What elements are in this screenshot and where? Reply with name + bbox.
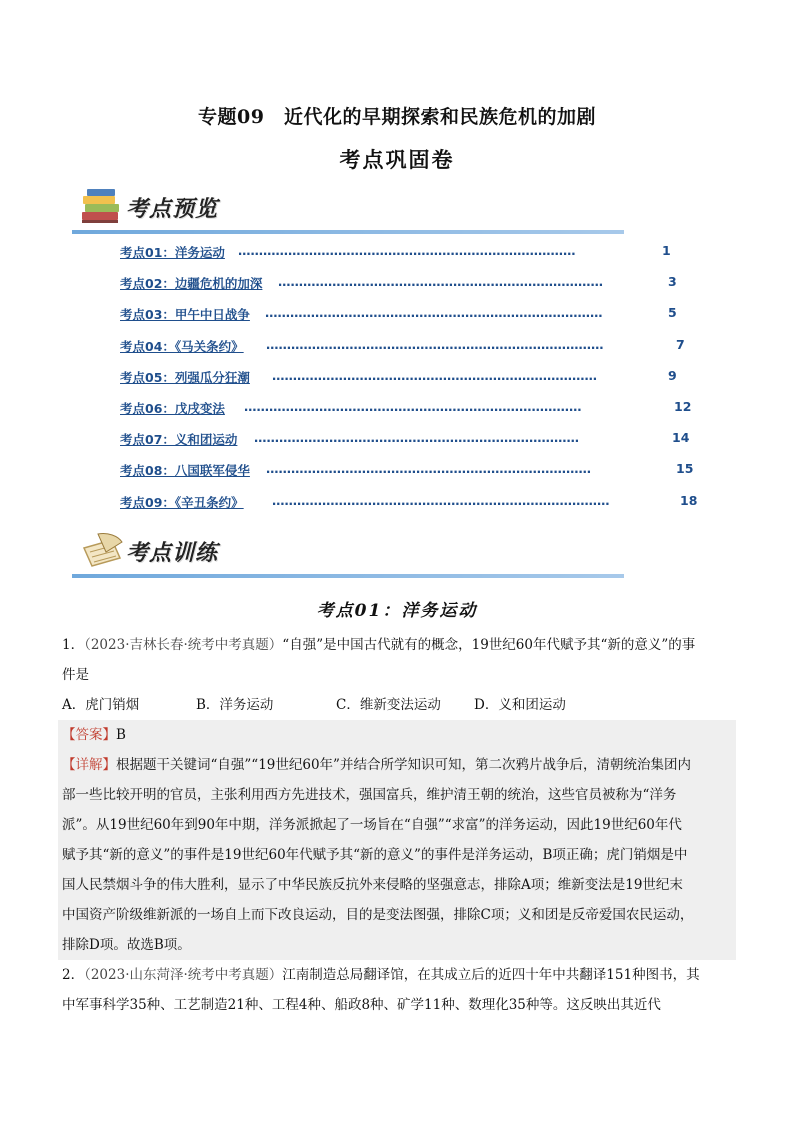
question-source: （2023·山东菏泽·统考中考真题） [84, 967, 283, 983]
detail-line: 排除D项。故选B项。 [62, 937, 191, 953]
question-1-stem: 1．（2023·吉林长春·统考中考真题）“自强”是中国古代就有的概念，19世纪60年代赋予其“新的意义”的事 [62, 637, 696, 653]
option-c: C．维新变法运动 [336, 697, 441, 713]
option-a: A．虎门销烟 [62, 697, 140, 713]
detail-line: 赋予其“新的意义”的事件是19世纪60年代赋予其“新的意义”的事件是洋务运动，B项正确；虎门销烟是中 [62, 847, 688, 863]
page-subtitle: 考点巩固卷 [339, 147, 455, 172]
section-header-training [72, 528, 632, 578]
question-content [62, 630, 730, 1020]
answer-block [58, 720, 736, 960]
detail-line: 中国资产阶级维新派的一场自上而下改良运动，目的是变法图强，排除C项；义和团是反帝爱国农民运动， [62, 907, 694, 923]
detail-line: 【详解】根据题干关键词“自强”“19世纪60年”并结合所学知识可知，第二次鸦片战争后，清朝统治集团内 [62, 757, 691, 773]
page-title: 专题09 近代化的早期探索和民族危机的加剧 [198, 106, 596, 128]
toc-item-03[interactable]: 考点03：甲午中日战争 ……………………………………………………………………… 5 [120, 305, 677, 323]
toc-item-08[interactable]: 考点08：八国联军侵华 …………………………………………………………………… 15 [120, 461, 694, 479]
section-header-preview [72, 184, 632, 234]
question-2-stem: 2．（2023·山东菏泽·统考中考真题）江南制造总局翻译馆，在其成立后的近四十年中共翻译151种图书，其 [62, 967, 700, 983]
topic-heading: 考点01：洋务运动 [316, 601, 478, 621]
option-b: B．洋务运动 [196, 697, 274, 713]
quill-paper-icon [78, 530, 126, 572]
detail-line: 派”。从19世纪60年到90年中期，洋务派掀起了一场旨在“自强”“求富”的洋务运动，因此19世纪60年代 [62, 817, 682, 833]
toc-item-09[interactable]: 考点09：《辛丑条约》 ……………………………………………………………………… 18 [120, 492, 698, 510]
toc-item-07[interactable]: 考点07：义和团运动 …………………………………………………………………… 14 [120, 430, 690, 448]
section-underline [72, 230, 624, 234]
toc-item-01[interactable]: 考点01：洋务运动 ……………………………………………………………………… 1 [120, 243, 671, 260]
toc-item-06[interactable]: 考点06：戊戌变法 ……………………………………………………………………… 12 [120, 398, 692, 416]
section-underline [72, 574, 624, 578]
question-2-stem-cont: 中军事科学35种、工艺制造21种、工程4种、船政8种、矿学11种、数理化35种等。这反映出其近代 [62, 997, 661, 1013]
section-label: 考点训练 [126, 541, 219, 566]
option-d: D．义和团运动 [474, 697, 566, 713]
question-1-stem-cont: 件是 [62, 667, 89, 683]
table-of-contents [120, 243, 700, 524]
detail-line: 部一些比较开明的官员，主张利用西方先进技术，强国富兵，维护清王朝的统治，这些官员被称为“洋务 [62, 787, 677, 803]
section-label: 考点预览 [126, 197, 219, 222]
toc-item-05[interactable]: 考点05：列强瓜分狂潮 …………………………………………………………………… 9 [120, 367, 677, 385]
detail-line: 国人民禁烟斗争的伟大胜利，显示了中华民族反抗外来侵略的坚强意志，排除A项；维新变法是19世纪末 [62, 877, 683, 893]
question-source: （2023·吉林长春·统考中考真题） [84, 637, 283, 653]
toc-item-04[interactable]: 考点04：《马关条约》 ……………………………………………………………………… 7 [120, 336, 685, 354]
question-1-options [62, 690, 730, 720]
books-icon [78, 186, 126, 228]
answer-line: 【答案】B [62, 727, 126, 743]
toc-item-02[interactable]: 考点02：边疆危机的加深 …………………………………………………………………… 3 [120, 274, 677, 292]
